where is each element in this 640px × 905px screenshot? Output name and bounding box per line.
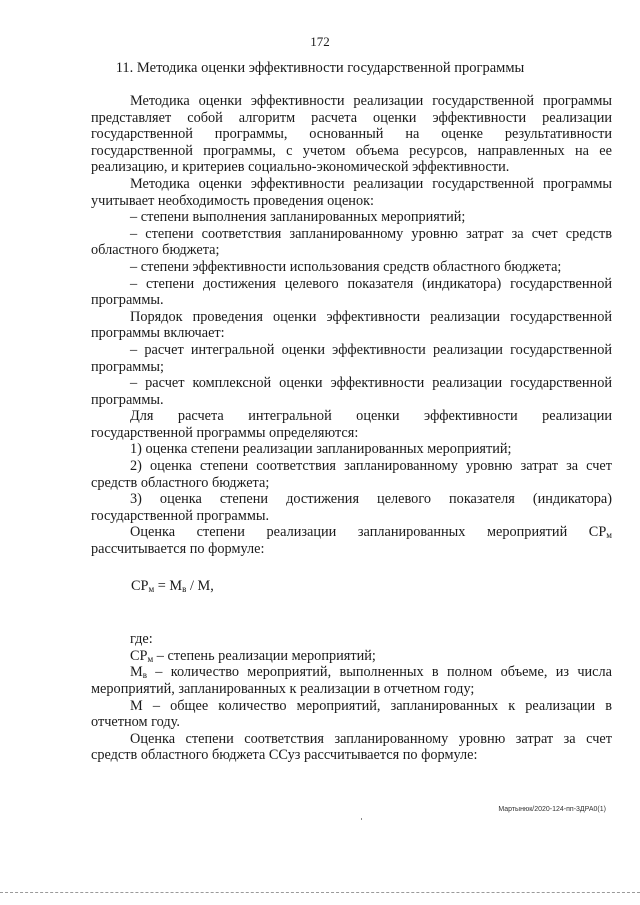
paragraph: Порядок проведения оценки эффективности реализации государственной программы включает: (91, 308, 612, 342)
formula-intro-text: Оценка степени реализации запланированных мероприятий СР (130, 524, 607, 541)
list-item: 1) оценка степени реализации запланированных мероприятий; (130, 441, 512, 458)
definition-text: – степень реализации мероприятий; (153, 647, 376, 664)
page-number: 172 (310, 34, 330, 49)
definition-symbol: М (130, 664, 143, 681)
definition-text: – количество мероприятий, выполненных в полном объеме, из числа мероприятий, запланированных к реализации в отчетном году; (91, 664, 612, 697)
where-label: где: (130, 631, 153, 648)
list-item: – степени достижения целевого показателя (индикатора) государственной программы. (91, 275, 612, 309)
document-code: Мартынюк/2020-124-пп-3ДРА0(1) (498, 806, 606, 813)
paragraph: Методика оценки эффективности реализации государственной программы учитывает необходимость проведения оценок: (91, 175, 612, 209)
definition-subscript: м (147, 653, 154, 664)
paragraph: Для расчета интегральной оценки эффективности реализации государственной программы определяются: (91, 408, 612, 441)
section-heading: 11. Методика оценки эффективности государственной программы (115, 60, 525, 76)
list-item: – степени соответствия запланированному уровню затрат за счет средств областного бюджета; (91, 225, 612, 259)
list-item: – степени выполнения запланированных мероприятий; (130, 209, 466, 226)
formula-subscript: в (182, 583, 187, 594)
formula-symbol: СР (131, 577, 149, 594)
paragraph: Оценка степени соответствия запланированному уровню затрат за счет средств областного бюджета ССуз рассчитывается по формуле: (91, 730, 612, 764)
bottom-dashed-rule (0, 892, 640, 893)
document-body (91, 93, 612, 764)
definition (91, 664, 612, 697)
list-item: 3) оценка степени достижения целевого показателя (индикатора) государственной программы. (91, 491, 612, 524)
definition-subscript: в (142, 670, 147, 681)
formula-intro-sub: м (606, 530, 612, 541)
formula-rest: / М, (186, 577, 214, 594)
paragraph: Методика оценки эффективности реализации государственной программы представляет собой алгоритм расчета оценки эффективности реализации государственной программы, основанный на оценке результативности государственной программы, с учетом объема ресурсов, направленных на ее реализацию, и критериев социально-экономической эффективности. (91, 93, 612, 176)
definition-symbol: СР (130, 647, 148, 664)
definition-text: – общее количество мероприятий, запланированных к реализации в отчетном году. (91, 697, 612, 731)
definition (91, 648, 612, 665)
formula-equals: = (154, 577, 170, 594)
list-item: – расчет комплексной оценки эффективности реализации государственной программы. (91, 375, 612, 408)
formula-symbol: М (169, 577, 183, 594)
scan-speck (361, 818, 362, 820)
formula-subscript: м (148, 583, 155, 594)
definition (91, 698, 612, 731)
list-item: – расчет интегральной оценки эффективности реализации государственной программы; (91, 341, 612, 375)
list-item: – степени эффективности использования средств областного бюджета; (130, 258, 562, 275)
formula-intro-tail: рассчитывается по формуле: (91, 541, 265, 558)
formula (91, 578, 612, 595)
formula-intro (91, 524, 612, 557)
list-item: 2) оценка степени соответствия запланированному уровню затрат за счет средств областного бюджета; (91, 458, 612, 491)
definition-symbol: М (130, 697, 143, 714)
